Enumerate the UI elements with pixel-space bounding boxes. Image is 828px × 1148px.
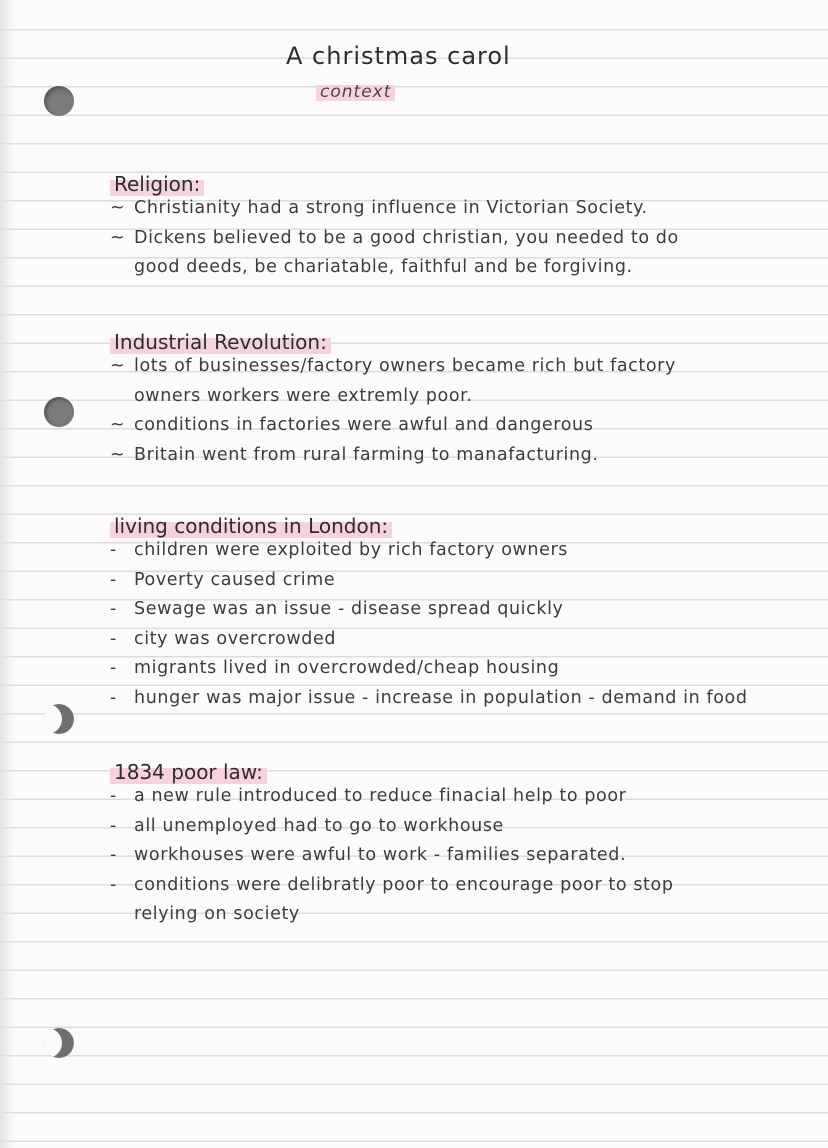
note-text: lots of businesses/factory owners became rich but factory [134, 356, 676, 376]
bullet-mark: - [110, 540, 117, 560]
binder-hole [44, 704, 74, 734]
note-line [110, 198, 810, 228]
bullet-mark: - [110, 658, 117, 678]
note-list [110, 356, 810, 474]
note-line [110, 904, 810, 934]
note-line [110, 228, 810, 258]
note-text: Dickens believed to be a good christian, you needed to do [134, 227, 679, 248]
bullet-mark: - [110, 687, 117, 708]
note-line [110, 540, 810, 570]
note-line [110, 658, 810, 688]
note-line [110, 629, 810, 659]
note-text: a new rule introduced to reduce finacial help to poor [134, 786, 627, 806]
note-line [110, 875, 810, 905]
note-line [110, 688, 810, 718]
bullet-mark: - [110, 569, 117, 590]
bullet-mark: - [110, 599, 117, 619]
binder-hole [44, 397, 74, 427]
note-line [110, 816, 810, 846]
bullet-mark: ~ [110, 198, 126, 218]
note-line [110, 845, 810, 875]
note-text: Britain went from rural farming to manafacturing. [134, 444, 599, 465]
note-line [110, 445, 810, 475]
note-text: children were exploited by rich factory owners [134, 540, 568, 560]
note-list [110, 198, 810, 287]
section-industrial-revolution [110, 328, 810, 474]
note-line [110, 570, 810, 600]
bullet-mark: - [110, 845, 117, 865]
page-title: A christmas carol [286, 42, 511, 70]
binder-hole [44, 86, 74, 116]
bullet-mark: - [110, 628, 117, 649]
note-line [110, 786, 810, 816]
note-line [110, 599, 810, 629]
bullet-mark: - [110, 874, 117, 895]
section-heading: 1834 poor law: [110, 758, 267, 786]
bullet-mark: - [110, 815, 117, 836]
note-line [110, 415, 810, 445]
note-text: all unemployed had to go to workhouse [134, 815, 504, 836]
note-line [110, 356, 810, 386]
note-list [110, 786, 810, 934]
note-text: relying on society [134, 904, 300, 924]
note-text: owners workers were extremly poor. [134, 385, 473, 406]
section-poor-law [110, 758, 810, 934]
bullet-mark: ~ [110, 227, 126, 248]
note-list [110, 540, 810, 717]
note-text: Poverty caused crime [134, 569, 336, 590]
note-line [110, 257, 810, 287]
note-text: conditions in factories were awful and dangerous [134, 415, 594, 435]
bullet-mark: ~ [110, 415, 126, 435]
bullet-mark: ~ [110, 444, 126, 465]
binder-hole [44, 1028, 74, 1058]
note-text: city was overcrowded [134, 628, 337, 649]
note-text: hunger was major issue - increase in population - demand in food [134, 687, 748, 708]
section-religion [110, 170, 810, 287]
section-living-conditions [110, 512, 810, 717]
page-subtitle: context [316, 82, 395, 102]
note-text: Christianity had a strong influence in Victorian Society. [134, 198, 648, 218]
note-text: good deeds, be chariatable, faithful and be forgiving. [134, 257, 633, 277]
section-heading: Religion: [110, 170, 204, 198]
note-text: Sewage was an issue - disease spread quickly [134, 599, 564, 619]
section-heading: Industrial Revolution: [110, 328, 331, 356]
note-text: conditions were delibratly poor to encourage poor to stop [134, 874, 674, 895]
note-text: migrants lived in overcrowded/cheap housing [134, 658, 560, 678]
bullet-mark: ~ [110, 356, 126, 376]
note-text: workhouses were awful to work - families separated. [134, 845, 627, 865]
section-heading: living conditions in London: [110, 512, 392, 540]
bullet-mark: - [110, 786, 117, 806]
note-line [110, 386, 810, 416]
